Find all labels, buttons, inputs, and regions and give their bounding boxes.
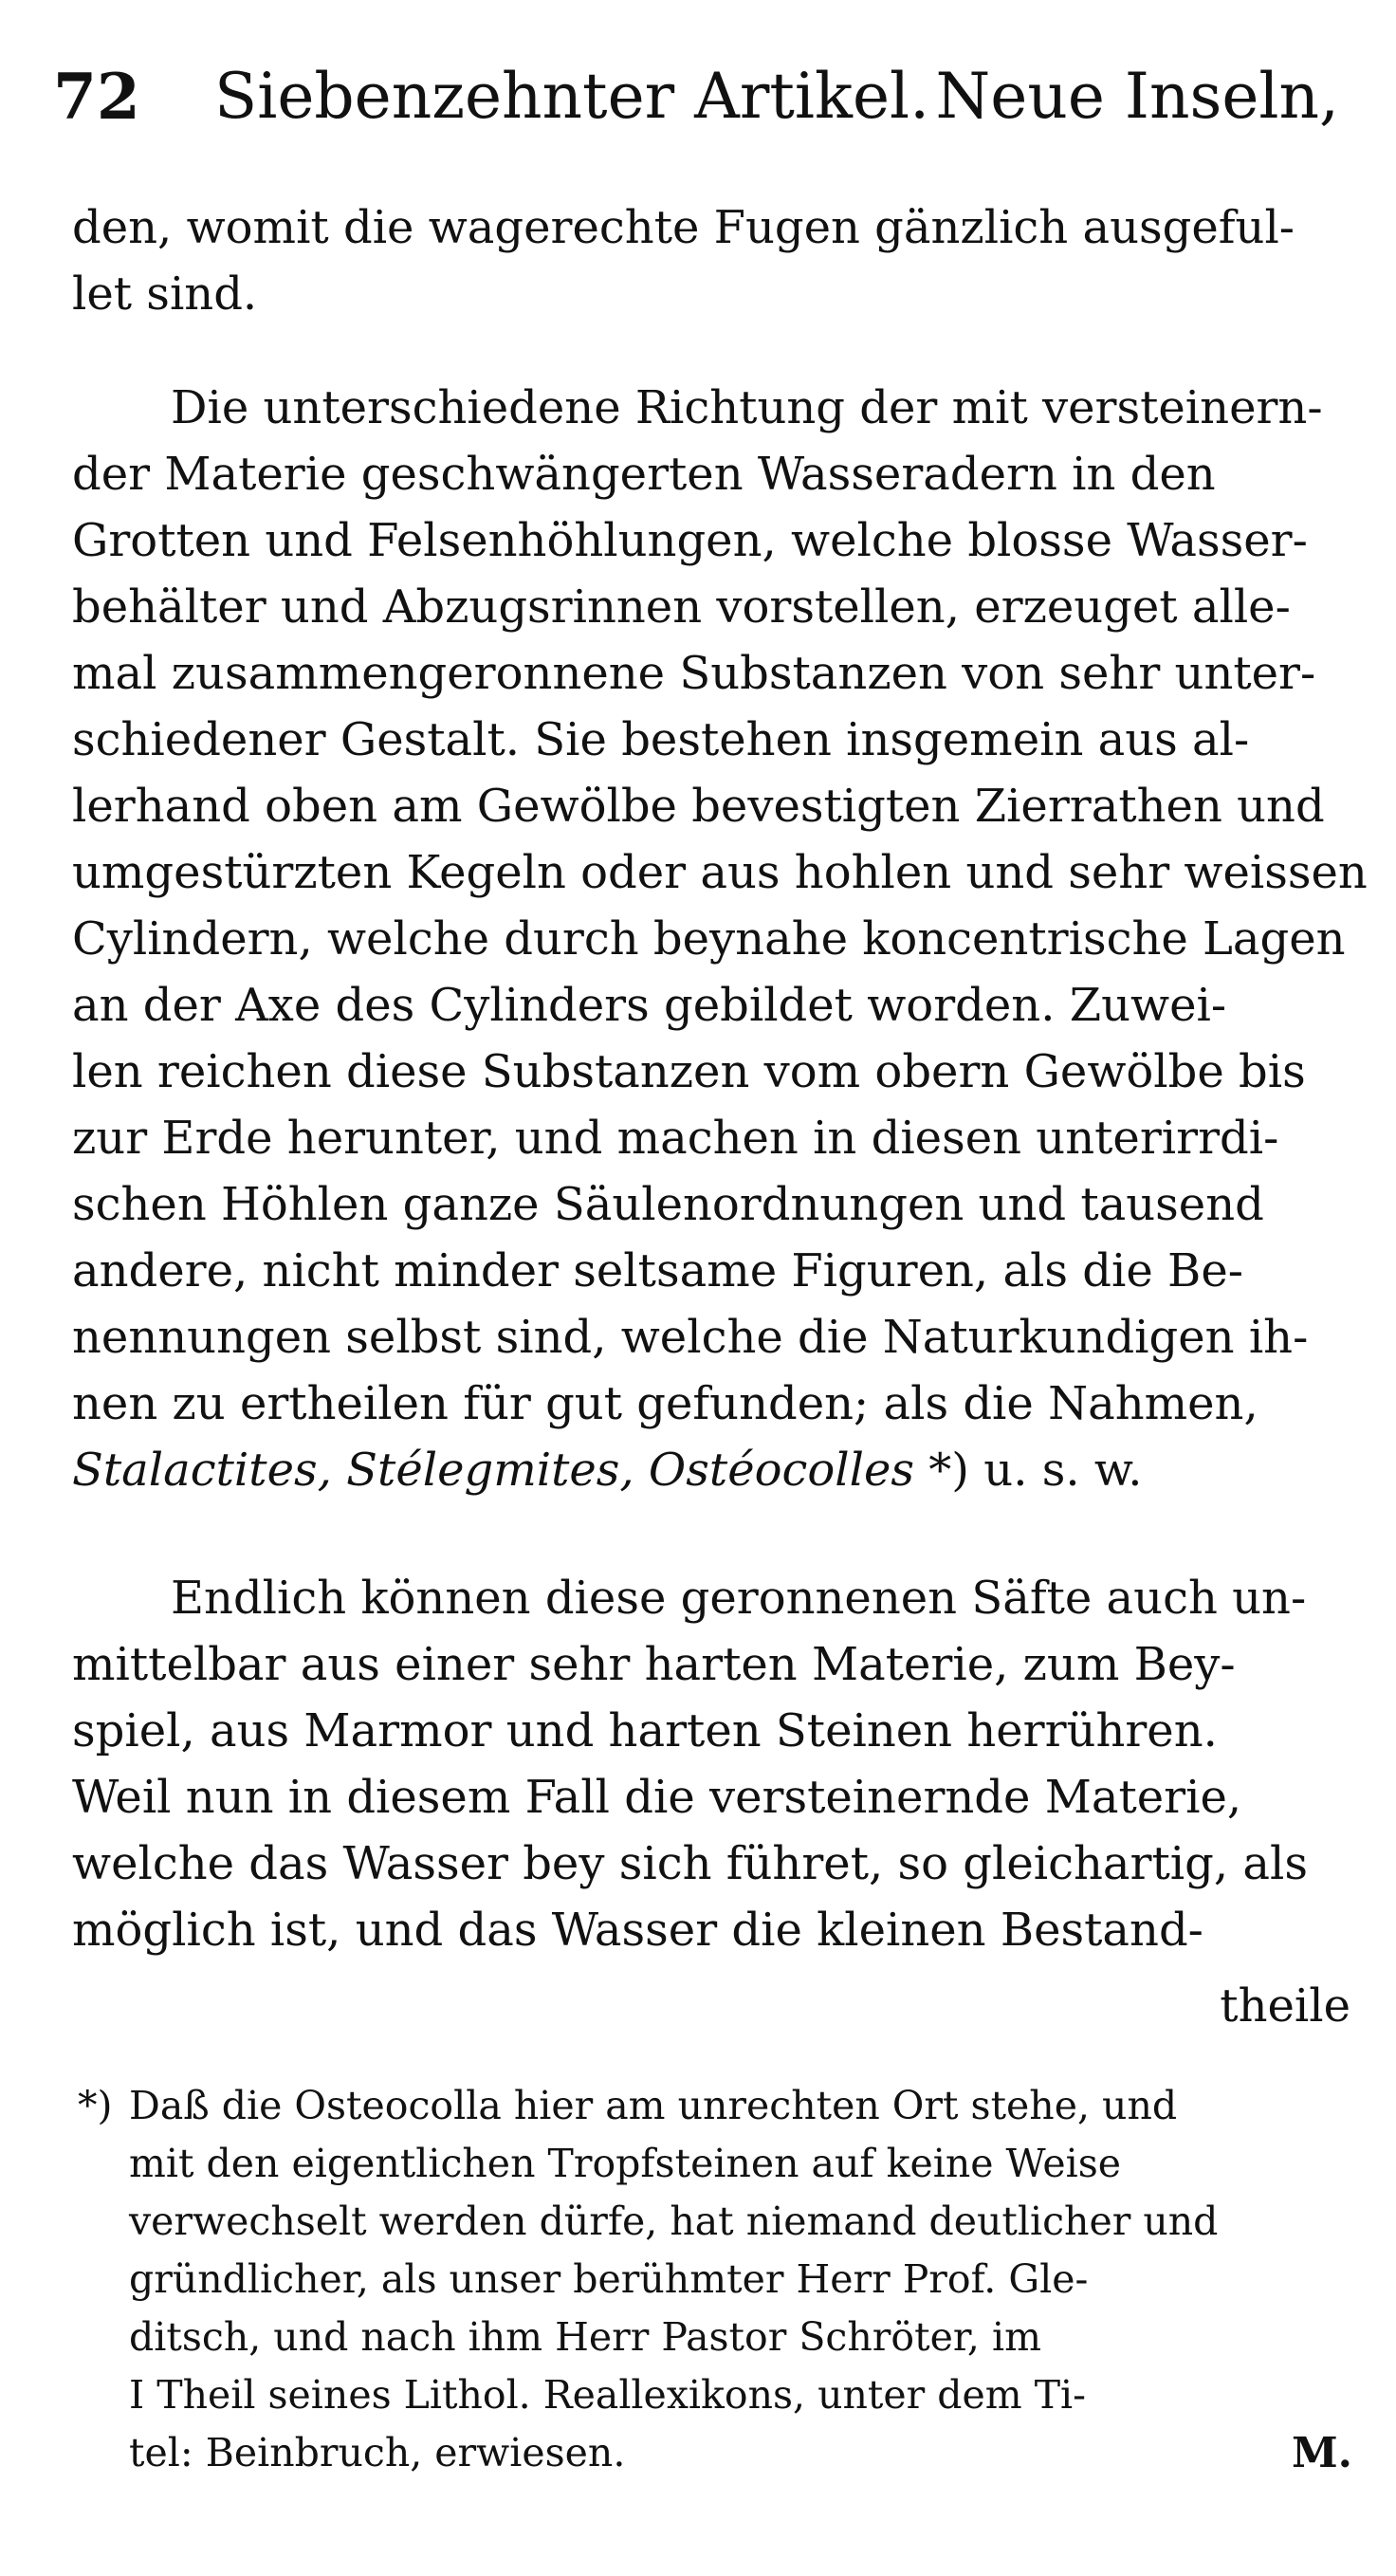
text-line: Grotten und Felsenhöhlungen, welche blosse Wasser- [72,514,1308,567]
footnote-line: gründlicher, als unser berühmter Herr Prof. Gle- [129,2256,1089,2302]
catchword: theile [1220,1979,1350,2033]
text-line: Weil nun in diesem Fall die versteinernde Materie, [72,1771,1242,1824]
running-head-title: Siebenzehnter Artikel. [214,60,930,133]
footnote-signature: M. [1291,2429,1352,2477]
text-line: Cylindern, welche durch beynahe koncentrische Lagen [72,912,1346,966]
footnote-reference: *) u. s. w. [928,1444,1143,1497]
footnote-line: Daß die Osteocolla hier am unrechten Ort stehe, und [129,2083,1178,2128]
footnote-line: tel: Beinbruch, erwiesen. [129,2430,626,2475]
text-line: len reichen diese Substanzen vom obern Gewölbe bis [72,1045,1306,1098]
footnote-line: I Theil seines Lithol. Reallexikons, unter dem Ti- [129,2372,1087,2418]
text-line: nennungen selbst sind, welche die Naturkundigen ih- [72,1311,1309,1364]
text-line: nen zu ertheilen für gut gefunden; als die Nahmen, [72,1377,1258,1430]
text-line: let sind. [72,267,258,321]
text-line: Die unterschiedene Richtung der mit versteinern- [171,381,1323,434]
text-line: Endlich können diese geronnenen Säfte auch un- [171,1572,1307,1625]
footnote [78,2077,1352,2482]
footnote-mark: *) [78,2083,113,2128]
page-number: 72 [53,60,140,134]
running-head [53,49,1339,144]
paragraph-continued [72,194,1343,327]
footnote-line: verwechselt werden dürfe, hat niemand deutlicher und [129,2199,1219,2244]
text-line: mittelbar aus einer sehr harten Materie, zum Bey- [72,1638,1236,1691]
text-line: andere, nicht minder seltsame Figuren, als die Be- [72,1244,1243,1297]
text-line: der Materie geschwängerten Wasseradern in den [72,448,1216,501]
text-line: schen Höhlen ganze Säulenordnungen und tausend [72,1178,1264,1231]
text-line: lerhand oben am Gewölbe bevestigten Zierrathen und [72,780,1325,833]
text-line: spiel, aus Marmor und harten Steinen herrühren. [72,1704,1218,1757]
term-stelegmites: Stélegmites, [346,1444,634,1497]
paragraph-stalactites [72,375,1368,1503]
text-line: möglich ist, und das Wasser die kleinen Bestand- [72,1904,1203,1957]
text-line: zur Erde herunter, und machen in diesen unterirrdi- [72,1112,1279,1165]
footnote-line: ditsch, und nach ihm Herr Pastor Schröter, im [129,2314,1041,2360]
term-osteocolles: Ostéocolles [648,1444,915,1497]
term-stalactites: Stalactites, [72,1444,332,1497]
text-line: an der Axe des Cylinders gebildet worden. Zuwei- [72,979,1227,1032]
text-line: mal zusammengeronnene Substanzen von sehr unter- [72,647,1316,700]
text-line: schiedener Gestalt. Sie bestehen insgemein aus al- [72,713,1250,766]
text-line: welche das Wasser bey sich führet, so gleichartig, als [72,1837,1308,1890]
text-line: umgestürzten Kegeln oder aus hohlen und sehr weissen [72,846,1368,899]
paragraph-marble [72,1565,1343,1963]
running-head-section: Neue Inseln, [935,60,1339,133]
footnote-line: mit den eigentlichen Tropfsteinen auf keine Weise [129,2141,1122,2186]
text-line-terms [72,1437,1343,1503]
text-line: den, womit die wagerechte Fugen gänzlich ausgeful- [72,201,1295,254]
text-line: behälter und Abzugsrinnen vorstellen, erzeuget alle- [72,580,1291,634]
